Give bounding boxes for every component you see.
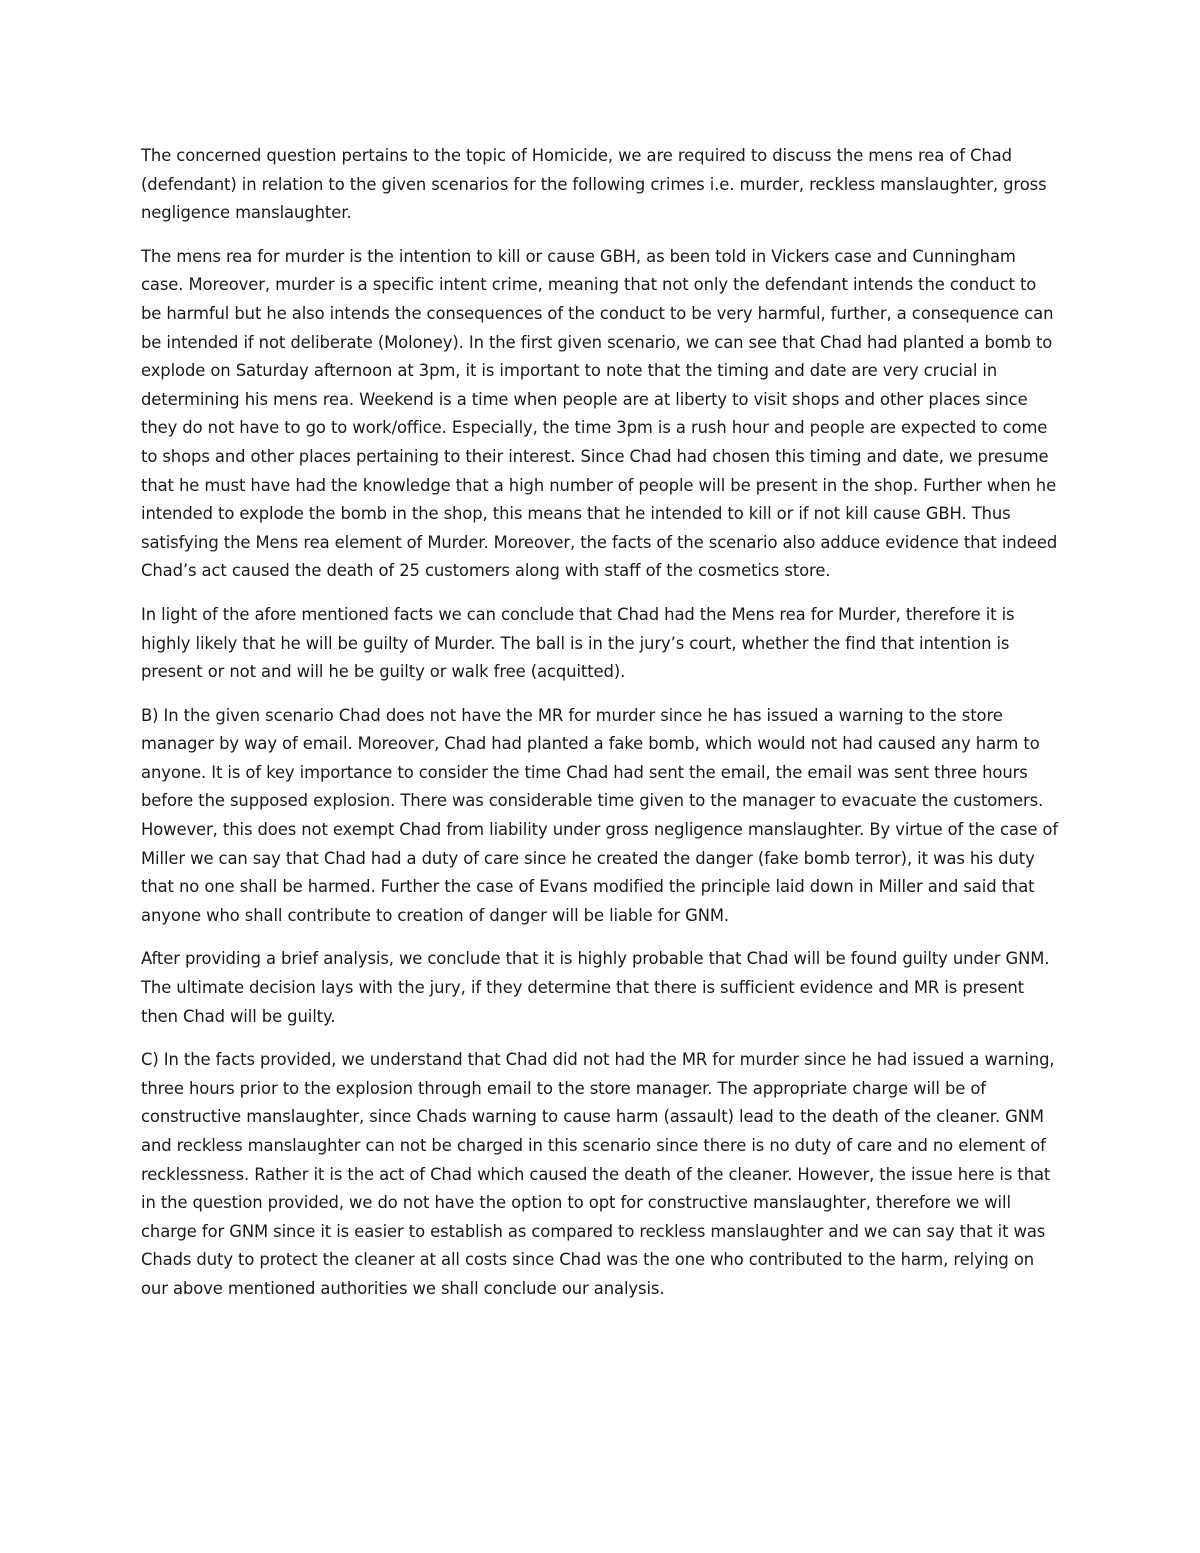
paragraph-scenario-b-conclusion: After providing a brief analysis, we conclude that it is highly probable that Chad will be found guilty under GNM. The ultimate decision lays with the jury, if they determine that there is sufficient evidence and MR is present then Chad will be guilty.: [141, 949, 1050, 1026]
paragraph-intro: The concerned question pertains to the topic of Homicide, we are required to discuss the mens rea of Chad (defendant) in relation to the given scenarios for the following crimes i.e. murder, reckless manslaughter, gross negligence manslaughter.: [141, 146, 1047, 223]
paragraph-scenario-b: B) In the given scenario Chad does not have the MR for murder since he has issued a warning to the store manager by way of email. Moreover, Chad had planted a fake bomb, which would not had caused any harm to anyone. It is of key importance to consider the time Chad had sent the email, the email was sent three hours before the supposed explosion. There was considerable time given to the manager to evacuate the customers. However, this does not exempt Chad from liability under gross negligence manslaughter. By virtue of the case of Miller we can say that Chad had a duty of care since he created the danger (fake bomb terror), it was his duty that no one shall be harmed. Further the case of Evans modified the principle laid down in Miller and said that anyone who shall contribute to creation of danger will be liable for GNM.: [141, 705, 1059, 925]
paragraph-scenario-c: C) In the facts provided, we understand that Chad did not had the MR for murder since he had issued a warning, three hours prior to the explosion through email to the store manager. The appropriate charge will be of constructive manslaughter, since Chads warning to cause harm (assault) lead to the death of the cleaner. GNM and reckless manslaughter can not be charged in this scenario since there is no duty of care and no element of recklessness. Rather it is the act of Chad which caused the death of the cleaner. However, the issue here is that in the question provided, we do not have the option to opt for constructive manslaughter, therefore we will charge for GNM since it is easier to establish as compared to reckless manslaughter and we can say that it was Chads duty to protect the cleaner at all costs since Chad was the one who contributed to the harm, relying on our above mentioned authorities we shall conclude our analysis.: [141, 1050, 1055, 1298]
document-body: [141, 142, 1061, 1319]
paragraph-murder-analysis: The mens rea for murder is the intention to kill or cause GBH, as been told in Vickers case and Cunningham case. Moreover, murder is a specific intent crime, meaning that not only the defendant intends the conduct to be harmful but he also intends the consequences of the conduct to be very harmful, further, a consequence can be intended if not deliberate (Moloney). In the first given scenario, we can see that Chad had planted a bomb to explode on Saturday afternoon at 3pm, it is important to note that the timing and date are very crucial in determining his mens rea. Weekend is a time when people are at liberty to visit shops and other places since they do not have to go to work/office. Especially, the time 3pm is a rush hour and people are expected to come to shops and other places pertaining to their interest. Since Chad had chosen this timing and date, we presume that he must have had the knowledge that a high number of people will be present in the shop. Further when he intended to explode the bomb in the shop, this means that he intended to kill or if not kill cause GBH. Thus satisfying the Mens rea element of Murder. Moreover, the facts of the scenario also adduce evidence that indeed Chad’s act caused the death of 25 customers along with staff of the cosmetics store.: [141, 246, 1058, 581]
paragraph-murder-conclusion: In light of the afore mentioned facts we can conclude that Chad had the Mens rea for Murder, therefore it is highly likely that he will be guilty of Murder. The ball is in the jury’s court, whether the find that intention is present or not and will he be guilty or walk free (acquitted).: [141, 604, 1015, 682]
